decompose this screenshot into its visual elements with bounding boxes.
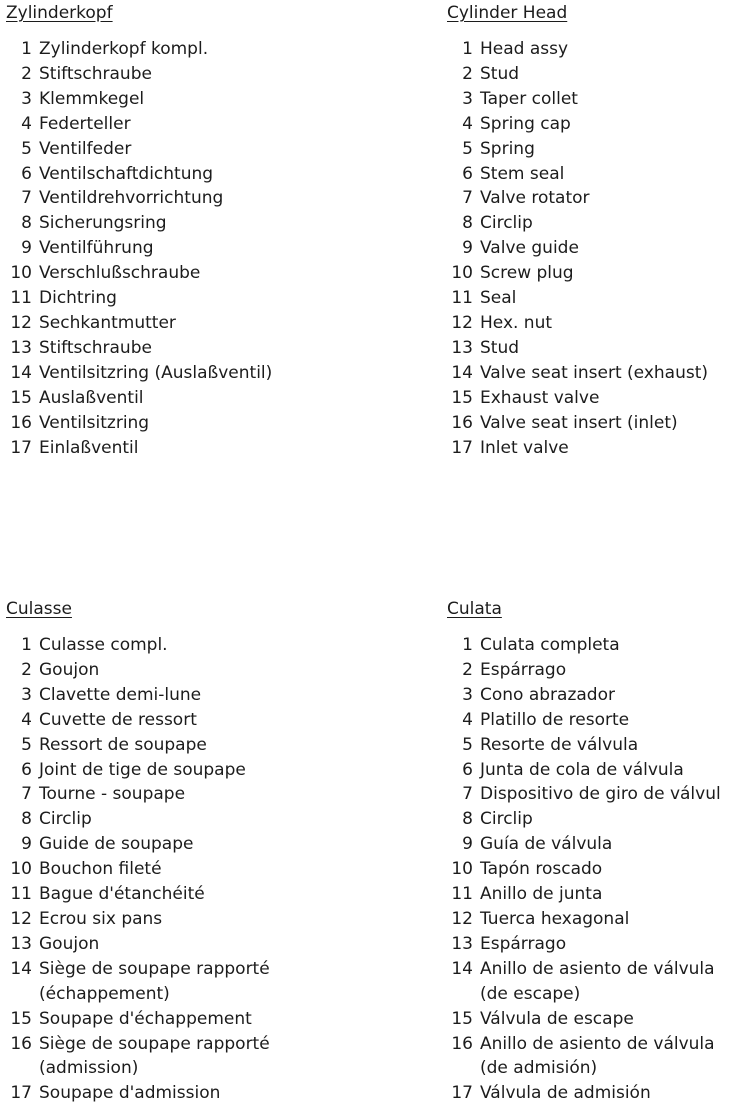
part-name: Stud xyxy=(480,337,520,358)
part-item xyxy=(447,882,721,907)
part-name: Ventildrehvorrichtung xyxy=(39,188,224,209)
part-number: 5 xyxy=(21,734,32,755)
part-item xyxy=(6,932,270,957)
part-item xyxy=(6,1007,270,1032)
part-number: 1 xyxy=(462,39,473,59)
part-name: Ecrou six pans xyxy=(39,908,163,929)
part-item xyxy=(6,1032,270,1057)
part-number: 12 xyxy=(10,312,32,333)
part-number: 15 xyxy=(451,1008,473,1029)
part-item xyxy=(447,286,708,311)
part-name: Federteller xyxy=(39,113,131,134)
part-number: 17 xyxy=(10,437,32,458)
part-name: Valve rotator xyxy=(480,188,590,209)
part-item xyxy=(447,633,721,658)
spanish-section-title: Culata xyxy=(447,599,502,619)
part-number: 3 xyxy=(21,88,32,109)
part-name: Dichtring xyxy=(39,288,117,309)
part-item xyxy=(447,311,708,336)
german-parts-list xyxy=(6,37,272,460)
part-number: 10 xyxy=(10,263,32,284)
part-number: 14 xyxy=(451,362,473,383)
part-number: 15 xyxy=(10,387,32,408)
part-number: 3 xyxy=(462,684,473,705)
part-number: 3 xyxy=(21,684,32,705)
part-item xyxy=(6,311,272,336)
part-name: Anillo de asiento de válvula xyxy=(480,958,715,979)
part-number: 13 xyxy=(451,337,473,358)
part-item xyxy=(6,411,272,436)
part-name: Goujon xyxy=(39,659,100,680)
part-item xyxy=(447,957,721,982)
part-number: 1 xyxy=(462,635,473,655)
part-number: 9 xyxy=(462,238,473,259)
part-name: Stem seal xyxy=(480,163,565,184)
part-name: Cono abrazador xyxy=(480,684,615,705)
part-item xyxy=(447,932,721,957)
part-number: 4 xyxy=(21,709,32,730)
part-item xyxy=(6,782,270,807)
part-item xyxy=(6,957,270,982)
part-name: Ventilsitzring (Auslaßventil) xyxy=(39,362,273,383)
part-name: Clavette demi-lune xyxy=(39,684,202,705)
part-item xyxy=(447,137,708,162)
part-name: Screw plug xyxy=(480,263,574,284)
part-name: Einlaßventil xyxy=(39,437,139,458)
part-name: (échappement) xyxy=(39,983,170,1004)
part-item xyxy=(447,386,708,411)
part-name: Head assy xyxy=(480,39,569,59)
part-name: Dispositivo de giro de válvul xyxy=(480,784,721,805)
part-name: Circlip xyxy=(480,213,533,234)
part-name: Culasse compl. xyxy=(39,635,168,655)
part-number: 11 xyxy=(451,288,473,309)
part-name: Stud xyxy=(480,63,520,84)
part-number: 13 xyxy=(10,337,32,358)
part-name: Tapón roscado xyxy=(480,859,603,880)
part-item xyxy=(447,683,721,708)
part-number: 17 xyxy=(451,1083,473,1104)
part-name: Stiftschraube xyxy=(39,63,152,84)
part-item xyxy=(6,361,272,386)
part-name: (de admisión) xyxy=(480,1058,598,1079)
part-item xyxy=(447,658,721,683)
part-name: Resorte de válvula xyxy=(480,734,639,755)
part-name: Siège de soupape rapporté xyxy=(39,1033,270,1054)
part-number: 6 xyxy=(21,759,32,780)
part-item-continuation xyxy=(6,982,270,1007)
part-name: Sechkantmutter xyxy=(39,312,176,333)
part-item xyxy=(447,62,708,87)
part-name: Siège de soupape rapporté xyxy=(39,958,270,979)
part-item-continuation xyxy=(6,1056,270,1081)
part-item xyxy=(447,162,708,187)
part-item xyxy=(447,1081,721,1106)
part-name: Guía de válvula xyxy=(480,834,613,855)
part-number: 12 xyxy=(10,908,32,929)
part-item xyxy=(6,336,272,361)
part-item-continuation xyxy=(447,982,721,1007)
part-number: 14 xyxy=(10,362,32,383)
part-number: 16 xyxy=(451,412,473,433)
part-name: Sicherungsring xyxy=(39,213,167,234)
part-item xyxy=(447,436,708,461)
part-item xyxy=(6,832,270,857)
part-item xyxy=(447,1007,721,1032)
part-name: Circlip xyxy=(39,809,92,830)
part-item xyxy=(6,658,270,683)
part-item xyxy=(6,112,272,137)
part-number: 7 xyxy=(462,188,473,209)
part-number: 10 xyxy=(451,859,473,880)
part-number: 4 xyxy=(462,113,473,134)
part-number: 5 xyxy=(462,734,473,755)
part-item xyxy=(6,211,272,236)
part-number: 10 xyxy=(10,859,32,880)
part-name: Taper collet xyxy=(480,88,578,109)
part-name: Joint de tige de soupape xyxy=(39,759,246,780)
part-name: Válvula de escape xyxy=(480,1008,634,1029)
part-name: Valve guide xyxy=(480,238,579,259)
part-number: 11 xyxy=(10,884,32,905)
part-number: 13 xyxy=(451,933,473,954)
part-item xyxy=(447,186,708,211)
part-item xyxy=(447,361,708,386)
part-item xyxy=(6,261,272,286)
part-number: 6 xyxy=(462,163,473,184)
part-item xyxy=(6,62,272,87)
part-number: 12 xyxy=(451,312,473,333)
part-number: 16 xyxy=(451,1033,473,1054)
part-item xyxy=(6,733,270,758)
part-item xyxy=(447,807,721,832)
part-item xyxy=(6,286,272,311)
part-number: 17 xyxy=(451,437,473,458)
part-name: Ressort de soupape xyxy=(39,734,207,755)
part-name: Ventilschaftdichtung xyxy=(39,163,214,184)
part-number: 11 xyxy=(10,288,32,309)
part-name: Anillo de asiento de válvula xyxy=(480,1033,715,1054)
part-name: Cuvette de ressort xyxy=(39,709,197,730)
part-name: Ventilfeder xyxy=(39,138,132,159)
part-item xyxy=(447,782,721,807)
part-number: 16 xyxy=(10,1033,32,1054)
part-name: (de escape) xyxy=(480,983,581,1004)
part-item xyxy=(447,236,708,261)
part-item xyxy=(447,261,708,286)
part-number: 7 xyxy=(21,784,32,805)
part-name: Bouchon fileté xyxy=(39,859,162,880)
part-name: Auslaßventil xyxy=(39,387,144,408)
part-number: 1 xyxy=(21,39,32,59)
part-number: 3 xyxy=(462,88,473,109)
part-number: 9 xyxy=(21,834,32,855)
part-item xyxy=(447,336,708,361)
part-number: 15 xyxy=(451,387,473,408)
part-name: Culata completa xyxy=(480,635,620,655)
part-item xyxy=(447,411,708,436)
part-number: 6 xyxy=(21,163,32,184)
part-number: 15 xyxy=(10,1008,32,1029)
part-item xyxy=(6,436,272,461)
part-item xyxy=(447,857,721,882)
german-section xyxy=(6,1,272,460)
part-name: Valve seat insert (exhaust) xyxy=(480,362,709,383)
part-item xyxy=(447,37,708,62)
part-item xyxy=(6,683,270,708)
part-number: 9 xyxy=(462,834,473,855)
part-item xyxy=(6,1081,270,1106)
part-item xyxy=(6,37,272,62)
part-name: Valve seat insert (inlet) xyxy=(480,412,678,433)
part-item xyxy=(447,87,708,112)
part-name: Espárrago xyxy=(480,933,567,954)
part-item xyxy=(6,386,272,411)
part-name: Soupape d'échappement xyxy=(39,1008,252,1029)
part-name: Spring cap xyxy=(480,113,571,134)
part-name: (admission) xyxy=(39,1058,139,1079)
part-name: Tuerca hexagonal xyxy=(480,908,630,929)
part-item xyxy=(6,633,270,658)
part-number: 8 xyxy=(462,809,473,830)
part-name: Espárrago xyxy=(480,659,567,680)
part-number: 8 xyxy=(21,213,32,234)
part-number: 5 xyxy=(21,138,32,159)
part-number: 8 xyxy=(462,213,473,234)
part-name: Ventilführung xyxy=(39,238,154,259)
french-parts-list xyxy=(6,633,270,1106)
part-name: Goujon xyxy=(39,933,100,954)
english-parts-list xyxy=(447,37,708,460)
part-number: 5 xyxy=(462,138,473,159)
part-item xyxy=(6,907,270,932)
part-name: Hex. nut xyxy=(480,312,553,333)
part-item xyxy=(447,112,708,137)
part-item xyxy=(6,236,272,261)
part-item xyxy=(6,87,272,112)
part-item xyxy=(6,186,272,211)
part-number: 7 xyxy=(462,784,473,805)
part-name: Soupape d'admission xyxy=(39,1083,221,1104)
part-name: Verschlußschraube xyxy=(39,263,201,284)
french-section-title: Culasse xyxy=(6,599,72,619)
part-name: Zylinderkopf kompl. xyxy=(39,39,209,59)
spanish-section xyxy=(447,597,721,1106)
part-number: 8 xyxy=(21,809,32,830)
part-item xyxy=(447,211,708,236)
part-number: 10 xyxy=(451,263,473,284)
part-number: 12 xyxy=(451,908,473,929)
part-number: 13 xyxy=(10,933,32,954)
part-name: Junta de cola de válvula xyxy=(480,759,684,780)
part-name: Stiftschraube xyxy=(39,337,152,358)
part-number: 2 xyxy=(21,659,32,680)
part-name: Bague d'étanchéité xyxy=(39,884,205,905)
english-section xyxy=(447,1,708,460)
part-item xyxy=(6,708,270,733)
part-item xyxy=(6,882,270,907)
part-number: 7 xyxy=(21,188,32,209)
part-number: 17 xyxy=(10,1083,32,1104)
part-number: 11 xyxy=(451,884,473,905)
part-number: 9 xyxy=(21,238,32,259)
part-item xyxy=(6,162,272,187)
part-item xyxy=(447,708,721,733)
part-name: Inlet valve xyxy=(480,437,569,458)
french-section xyxy=(6,597,270,1106)
part-number: 2 xyxy=(462,659,473,680)
part-name: Klemmkegel xyxy=(39,88,145,109)
part-item xyxy=(6,857,270,882)
part-item xyxy=(6,137,272,162)
part-number: 16 xyxy=(10,412,32,433)
spanish-parts-list xyxy=(447,633,721,1106)
part-number: 2 xyxy=(462,63,473,84)
part-name: Anillo de junta xyxy=(480,884,603,905)
part-number: 1 xyxy=(21,635,32,655)
part-item xyxy=(447,733,721,758)
part-item xyxy=(447,907,721,932)
part-name: Spring xyxy=(480,138,535,159)
part-name: Seal xyxy=(480,288,517,309)
part-name: Tourne - soupape xyxy=(39,784,186,805)
part-number: 4 xyxy=(21,113,32,134)
part-name: Guide de soupape xyxy=(39,834,194,855)
part-item xyxy=(447,1032,721,1057)
part-item xyxy=(447,832,721,857)
english-section-title: Cylinder Head xyxy=(447,3,568,23)
part-number: 14 xyxy=(451,958,473,979)
part-name: Ventilsitzring xyxy=(39,412,150,433)
part-number: 14 xyxy=(10,958,32,979)
part-number: 6 xyxy=(462,759,473,780)
part-name: Circlip xyxy=(480,809,533,830)
part-name: Exhaust valve xyxy=(480,387,600,408)
part-name: Válvula de admisión xyxy=(480,1083,651,1104)
part-item xyxy=(447,758,721,783)
german-section-title: Zylinderkopf xyxy=(6,3,113,23)
part-item-continuation xyxy=(447,1056,721,1081)
part-item xyxy=(6,758,270,783)
part-number: 4 xyxy=(462,709,473,730)
part-number: 2 xyxy=(21,63,32,84)
part-item xyxy=(6,807,270,832)
part-name: Platillo de resorte xyxy=(480,709,630,730)
